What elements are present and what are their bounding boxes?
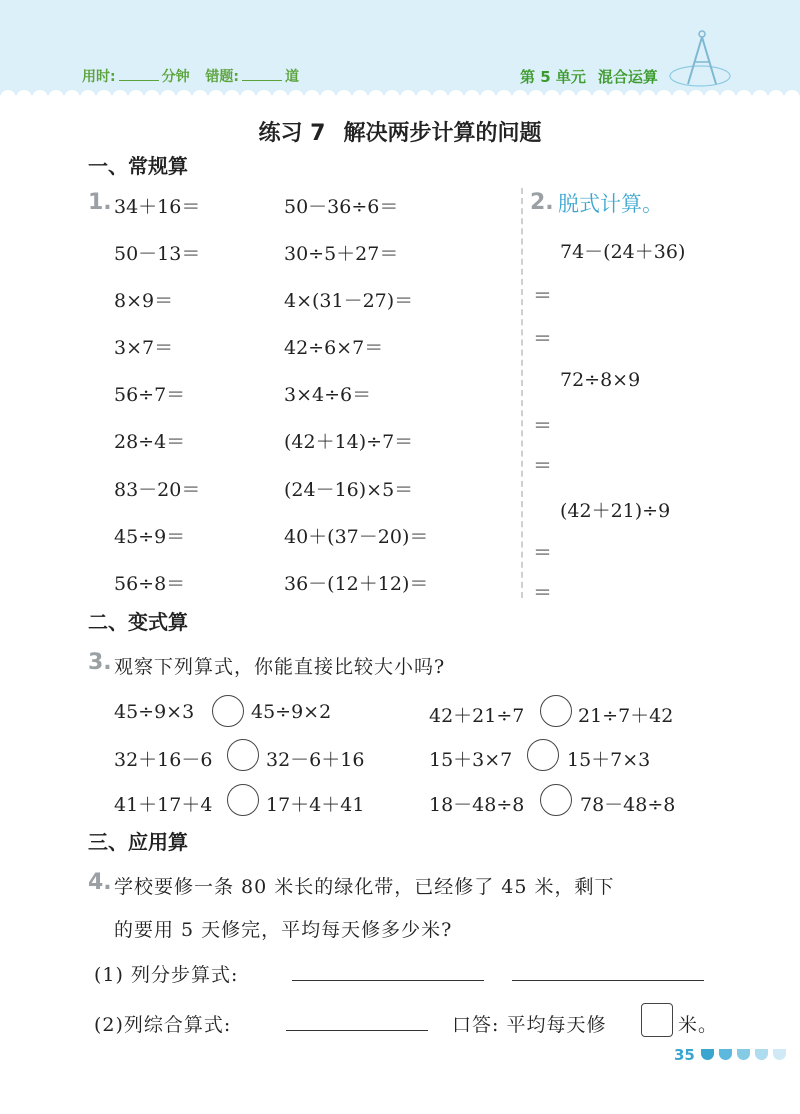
- compare-circle[interactable]: [540, 695, 572, 727]
- compare-circle[interactable]: [540, 784, 572, 816]
- compare-circle[interactable]: [227, 784, 259, 816]
- q1-left-item: 83－20＝: [114, 479, 201, 501]
- q1-left-item: 8×9＝: [114, 290, 174, 312]
- q1-left-item: 56÷7＝: [114, 384, 186, 406]
- decor-cup-icon: [737, 1049, 750, 1060]
- exercise-number: 练习 7: [258, 121, 326, 146]
- q1-right-item: 50－36÷6＝: [284, 196, 399, 218]
- decor-cup-icon: [773, 1049, 786, 1060]
- decor-cup-icon: [701, 1049, 714, 1060]
- q1-right-item: 42÷6×7＝: [284, 337, 384, 359]
- q1-right-item: 3×4÷6＝: [284, 384, 372, 406]
- decor-cup-icon: [755, 1049, 768, 1060]
- compare-circle[interactable]: [212, 695, 244, 727]
- compare-circle[interactable]: [527, 739, 559, 771]
- question-4-number: 4.: [88, 870, 112, 895]
- unit-label: 第 5 单元: [520, 68, 586, 86]
- combined-formula-label: (2)列综合算式:: [94, 1014, 232, 1036]
- compare-right-expr: 32－6＋16: [266, 749, 365, 771]
- time-label: 用时:: [82, 69, 116, 85]
- page-title: [0, 116, 800, 147]
- page-number: 35: [674, 1046, 695, 1064]
- q1-right-item: 40＋(37－20)＝: [284, 526, 429, 548]
- exercise-topic: 解决两步计算的问题: [343, 121, 542, 146]
- time-blank[interactable]: [119, 68, 159, 81]
- q1-right-item: 30÷5＋27＝: [284, 243, 399, 265]
- q1-left-item: 45÷9＝: [114, 526, 186, 548]
- decor-cup-icon: [719, 1049, 732, 1060]
- combined-answer-line[interactable]: [286, 1030, 428, 1031]
- step-by-step-label: (1) 列分步算式:: [94, 964, 239, 986]
- q1-right-item: 36－(12＋12)＝: [284, 573, 429, 595]
- compare-right-expr: 21÷7＋42: [578, 705, 674, 727]
- q1-left-item: 56÷8＝: [114, 573, 186, 595]
- question-4-line-1: 学校要修一条 80 米长的绿化带，已经修了 45 米，剩下: [114, 876, 615, 898]
- q2-expression: (42＋21)÷9: [560, 500, 671, 522]
- question-3-prompt: 观察下列算式，你能直接比较大小吗?: [114, 656, 446, 678]
- q1-left-item: 28÷4＝: [114, 431, 186, 453]
- section-heading-regular: 一、常规算: [88, 154, 188, 178]
- errors-blank[interactable]: [242, 68, 282, 81]
- section-heading-application: 三、应用算: [88, 830, 188, 854]
- q1-left-item: 3×7＝: [114, 337, 174, 359]
- minute-label: 分钟: [161, 69, 190, 85]
- time-record: [82, 66, 299, 86]
- compare-left-expr: 42＋21÷7: [429, 705, 525, 727]
- step-answer-line-2[interactable]: [512, 980, 704, 981]
- compare-right-expr: 45÷9×2: [251, 701, 332, 723]
- unit-name: 混合运算: [597, 68, 658, 86]
- step-answer-line-1[interactable]: [292, 980, 484, 981]
- compare-circle[interactable]: [227, 739, 259, 771]
- question-3-number: 3.: [88, 650, 112, 675]
- question-2-number: 2.: [530, 190, 554, 215]
- compare-right-expr: 78－48÷8: [580, 794, 676, 816]
- answer-box[interactable]: [641, 1003, 673, 1037]
- q2-expression: 72÷8×9: [560, 369, 641, 391]
- unit-heading: [520, 66, 658, 87]
- compare-left-expr: 41＋17＋4: [114, 794, 213, 816]
- q2-equals-sign: ＝: [533, 328, 553, 350]
- q2-equals-sign: ＝: [533, 415, 553, 437]
- compare-left-expr: 45÷9×3: [114, 701, 195, 723]
- errors-label: 错题:: [205, 69, 239, 85]
- compare-left-expr: 32＋16－6: [114, 749, 213, 771]
- question-1-number: 1.: [88, 190, 112, 215]
- q1-right-item: (42＋14)÷7＝: [284, 431, 414, 453]
- compare-left-expr: 15＋3×7: [429, 749, 513, 771]
- item-label: 道: [284, 69, 299, 85]
- q1-right-item: (24－16)×5＝: [284, 479, 414, 501]
- q2-equals-sign: ＝: [533, 285, 553, 307]
- compare-right-expr: 17＋4＋41: [266, 794, 365, 816]
- q2-equals-sign: ＝: [533, 542, 553, 564]
- question-4-line-2: 的要用 5 天修完，平均每天修多少米?: [114, 919, 453, 941]
- oral-answer-prefix: 口答: 平均每天修: [452, 1014, 607, 1036]
- oral-answer-suffix: 米。: [678, 1014, 719, 1036]
- question-2-title: 脱式计算。: [558, 192, 663, 216]
- compare-right-expr: 15＋7×3: [567, 749, 651, 771]
- q1-left-item: 50－13＝: [114, 243, 201, 265]
- compare-left-expr: 18－48÷8: [429, 794, 525, 816]
- q1-right-item: 4×(31－27)＝: [284, 290, 414, 312]
- q2-expression: 74－(24＋36): [560, 241, 686, 263]
- section-heading-variant: 二、变式算: [88, 610, 188, 634]
- compass-icon: [666, 26, 746, 96]
- q2-equals-sign: ＝: [533, 582, 553, 604]
- q2-equals-sign: ＝: [533, 455, 553, 477]
- column-divider: [521, 188, 523, 598]
- q1-left-item: 34＋16＝: [114, 196, 201, 218]
